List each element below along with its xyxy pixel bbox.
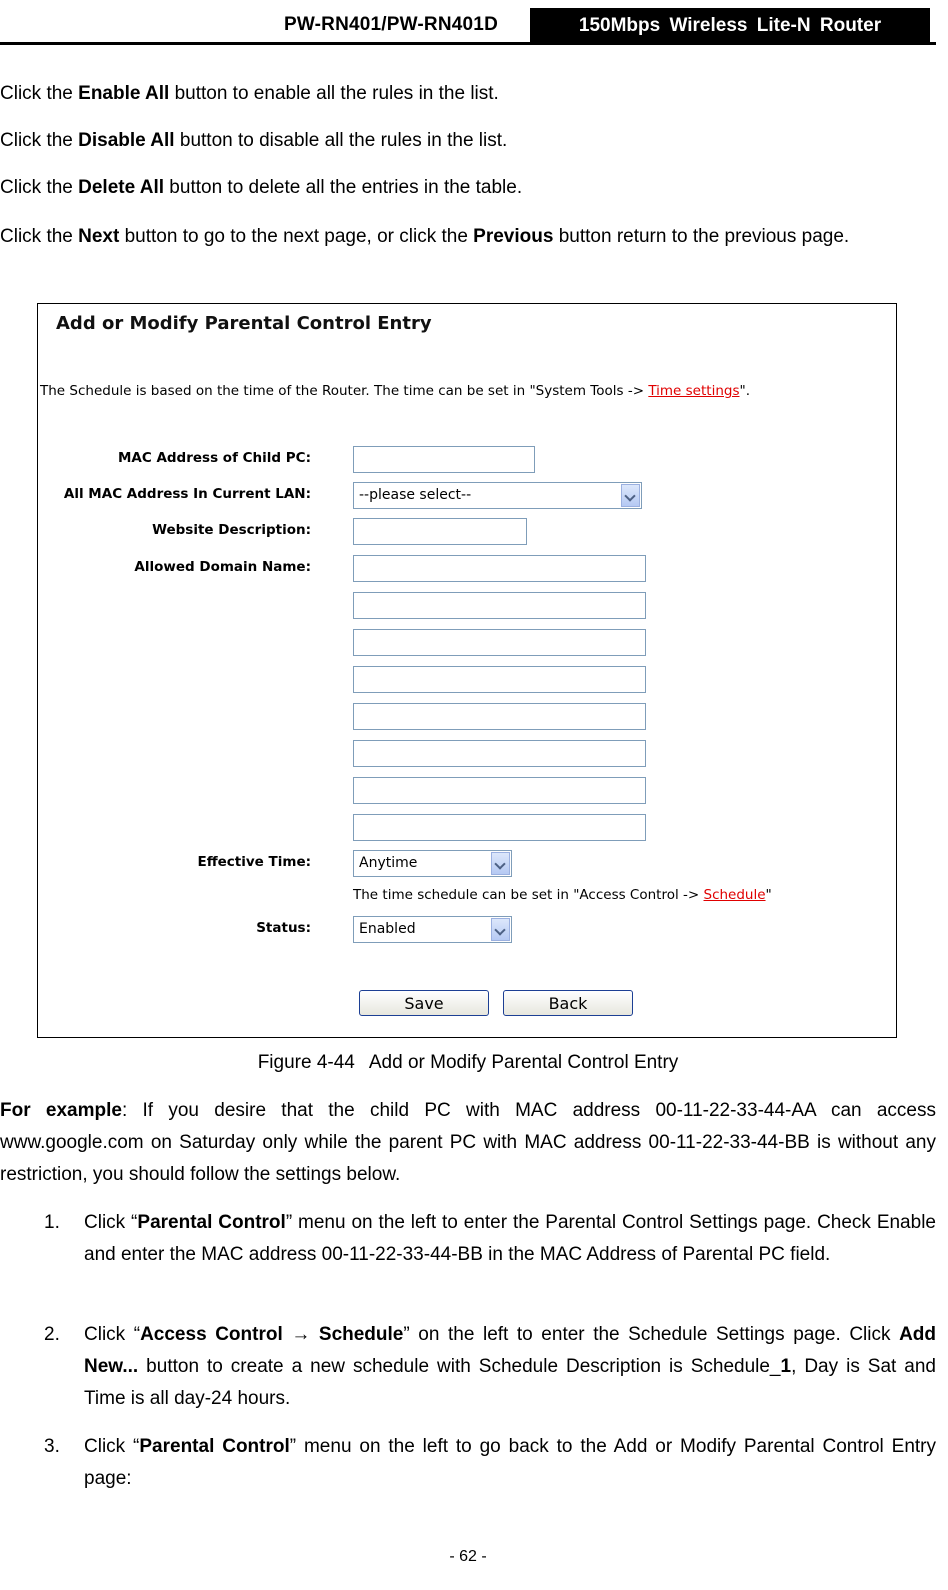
step-number: 1.: [44, 1212, 60, 1233]
mac-child-input[interactable]: [353, 446, 535, 473]
back-button[interactable]: Back: [503, 990, 633, 1016]
paragraph-example: For example: If you desire that the child PC with MAC address 00-11-22-33-44-AA can access www.google.com on Saturday only while the parent PC with MAC address 00-11-22-33-44-BB is without any restriction, you should follow the settings below.: [0, 1100, 936, 1185]
time-settings-link[interactable]: Time settings: [648, 383, 740, 399]
schedule-link[interactable]: Schedule: [703, 887, 766, 903]
schedule-access-note: The time schedule can be set in "Access Control -> Schedule": [353, 887, 772, 903]
page-number: - 62 -: [449, 1548, 487, 1565]
mac-child-label: MAC Address of Child PC:: [117, 450, 311, 466]
step-number: 3.: [44, 1436, 60, 1457]
status-select[interactable]: Enabled: [353, 916, 512, 943]
form-title: Add or Modify Parental Control Entry: [56, 313, 432, 334]
domain-name-input-1[interactable]: [353, 555, 646, 582]
domain-name-input-2[interactable]: [353, 592, 646, 619]
paragraph-delete-all: Click the Delete All button to delete all the entries in the table.: [0, 177, 523, 198]
website-description-input[interactable]: [353, 518, 527, 545]
all-mac-label: All MAC Address In Current LAN:: [63, 486, 311, 502]
header-model: PW-RN401/PW-RN401D: [284, 14, 498, 35]
save-button[interactable]: Save: [359, 990, 489, 1016]
header-product: 150Mbps Wireless Lite-N Router: [530, 8, 930, 44]
step-item: Click “Parental Control” menu on the left to enter the Parental Control Settings page. Check Enable and enter the MAC address 00-11-22-33-44-BB in the MAC Address of Parental PC field.: [84, 1212, 936, 1265]
chevron-down-icon: [491, 852, 510, 875]
schedule-time-note: The Schedule is based on the time of the Router. The time can be set in "System Tools -> Time settings".: [40, 383, 750, 399]
status-label: Status:: [256, 920, 311, 936]
effective-time-label: Effective Time:: [197, 854, 311, 870]
effective-time-select[interactable]: Anytime: [353, 850, 512, 877]
figure-caption: Figure 4-44 Add or Modify Parental Control Entry: [257, 1052, 679, 1073]
domain-name-input-4[interactable]: [353, 666, 646, 693]
paragraph-enable-all: Click the Enable All button to enable all the rules in the list.: [0, 83, 499, 104]
figure-screenshot: [37, 303, 897, 1038]
step-item: Click “Parental Control” menu on the left to go back to the Add or Modify Parental Control Entry page:: [84, 1436, 936, 1489]
website-description-label: Website Description:: [152, 522, 311, 538]
paragraph-next-previous: Click the Next button to go to the next page, or click the Previous button return to the previous page.: [0, 226, 850, 247]
domain-name-input-8[interactable]: [353, 814, 646, 841]
step-number: 2.: [44, 1324, 60, 1345]
allowed-domain-label: Allowed Domain Name:: [134, 559, 311, 575]
all-mac-select[interactable]: --please select--: [353, 482, 642, 509]
domain-name-input-7[interactable]: [353, 777, 646, 804]
page-header: [0, 8, 936, 45]
step-item: Click “Access Control → Schedule” on the left to enter the Schedule Settings page. Click Add New... button to create a new schedule with Schedule Description is Schedule_1, Day is Sat and Time is all day-24 hours.: [84, 1324, 937, 1409]
domain-name-input-6[interactable]: [353, 740, 646, 767]
chevron-down-icon: [491, 918, 510, 941]
paragraph-disable-all: Click the Disable All button to disable all the rules in the list.: [0, 130, 508, 151]
domain-name-input-5[interactable]: [353, 703, 646, 730]
chevron-down-icon: [621, 484, 640, 507]
domain-name-input-3[interactable]: [353, 629, 646, 656]
